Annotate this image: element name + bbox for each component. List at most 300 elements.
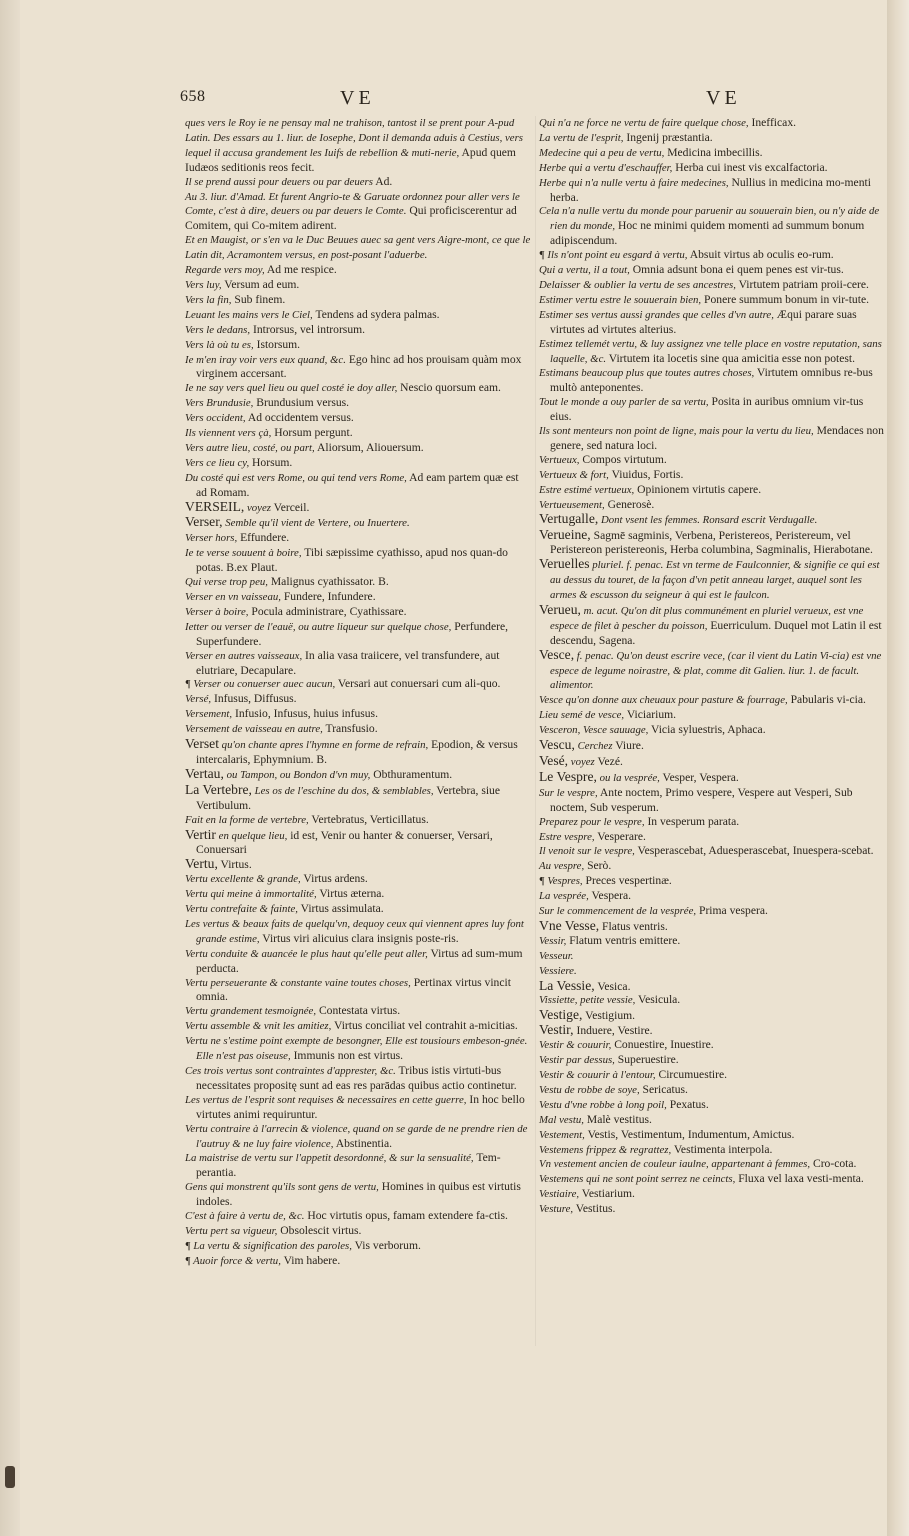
entry-french: Sur le commencement de la vesprée, bbox=[539, 905, 697, 918]
dictionary-entry bbox=[539, 904, 885, 919]
dictionary-entry bbox=[539, 1143, 885, 1158]
dictionary-entry bbox=[539, 603, 885, 648]
dictionary-entry bbox=[185, 590, 531, 605]
entry-french: ¶ Verser ou conuerser auec aucun, bbox=[185, 678, 336, 691]
entry-french: Verser en vn vaisseau, bbox=[185, 591, 281, 603]
dictionary-entry bbox=[539, 146, 885, 161]
entry-french: La vesprée, bbox=[539, 890, 589, 903]
dictionary-entry bbox=[185, 605, 531, 620]
dictionary-entry bbox=[185, 737, 531, 767]
dictionary-entry bbox=[185, 1122, 531, 1152]
entry-latin: Infusus, Diffusus. bbox=[211, 692, 297, 706]
entry-latin: Pexatus. bbox=[666, 1097, 709, 1111]
entry-latin: Malè vestitus. bbox=[583, 1112, 652, 1126]
dictionary-entry bbox=[185, 116, 531, 175]
dictionary-entry bbox=[185, 546, 531, 575]
entry-latin: Virtus conciliat vel contrahit a-micitias. bbox=[331, 1019, 518, 1033]
entry-latin: Vicia syluestris, Aphaca. bbox=[648, 723, 766, 737]
entry-french: Vestir par dessus, bbox=[539, 1054, 615, 1067]
dictionary-entry bbox=[539, 889, 885, 904]
dictionary-entry bbox=[185, 813, 531, 828]
entry-french: Lieu semé de vesce, bbox=[539, 709, 625, 722]
dictionary-entry bbox=[539, 1172, 885, 1187]
entry-french: ¶ Auoir force & vertu, bbox=[185, 1254, 281, 1267]
entry-french: ou Tampon, ou Bondon d'vn muy, bbox=[223, 768, 371, 781]
entry-french: Il venoit sur le vespre, bbox=[539, 845, 635, 858]
entry-headword: Verueine, bbox=[539, 527, 591, 543]
entry-headword: Vne Vesse, bbox=[539, 917, 600, 933]
entry-headword: Vesé, bbox=[539, 752, 569, 768]
entry-latin: Nullius in medicina mo-menti herba. bbox=[550, 175, 871, 204]
dictionary-entry bbox=[185, 381, 531, 396]
dictionary-entry bbox=[185, 353, 531, 382]
entry-latin: Versari aut conuersari cum ali-quo. bbox=[335, 677, 501, 691]
entry-latin: Absuit virtus ab oculis eo-rum. bbox=[687, 248, 834, 262]
entry-latin: Viciarium. bbox=[624, 708, 677, 722]
dictionary-entry bbox=[539, 337, 885, 367]
entry-latin: Sagmē sagminis, Verbena, Peristereos, Peristereum, vel Peristereon peristereonis, Herba columbina, Sagminalis, Hierabotane. bbox=[550, 529, 873, 557]
entry-latin: Vesicula. bbox=[635, 993, 681, 1007]
dictionary-entry bbox=[539, 830, 885, 845]
entry-french: Qui a vertu, il a tout, bbox=[539, 264, 630, 277]
dictionary-entry bbox=[539, 1023, 885, 1038]
entry-french: Vestement, bbox=[539, 1128, 585, 1141]
entry-french: Versement, bbox=[185, 708, 233, 721]
entry-french: ques vers le Roy ie ne pensay mal ne trahison, tantost il se prent pour A-pud Latin. Des essars au 1. liur. de Iosephe, Dont il demanda aduis à Cestius, vers lequel il accusa grandement les Iuifs de rebellion & muti-nerie, bbox=[185, 117, 523, 159]
entry-latin: Vestis, Vestimentum, Indumentum, Amictus. bbox=[584, 1127, 795, 1141]
dictionary-entry bbox=[185, 857, 531, 872]
dictionary-entry bbox=[539, 723, 885, 738]
dictionary-entry bbox=[539, 263, 885, 278]
entry-latin: Hoc ne minimi quidem momenti ad summum bonum adipiscendum. bbox=[550, 219, 865, 248]
dictionary-entry bbox=[185, 1151, 531, 1180]
dictionary-entry bbox=[185, 175, 531, 190]
entry-latin: Conuestire, Inuestire. bbox=[611, 1038, 714, 1052]
entry-headword: Vestige, bbox=[539, 1007, 583, 1023]
dictionary-entry bbox=[185, 707, 531, 722]
entry-french: m. acut. Qu'on dit plus communément en pluriel verueux, est vne espece de filet à pescher du poisson, bbox=[550, 604, 864, 632]
dictionary-entry bbox=[539, 131, 885, 146]
dictionary-entry bbox=[185, 1019, 531, 1034]
entry-french: Et en Maugist, or s'en va le Duc Beuues auec sa gent vers Aigre-mont, ce que le Latin dit, Acramontem versus, en post-posant l'aduerbe. bbox=[185, 234, 531, 262]
entry-french: Medecine qui a peu de vertu, bbox=[539, 146, 665, 159]
entry-french: Vers occident, bbox=[185, 412, 246, 425]
page-left-edge bbox=[0, 0, 22, 1536]
entry-french: ¶ Vespres, bbox=[539, 875, 583, 888]
entry-latin: Induere, Vestire. bbox=[573, 1024, 653, 1038]
entry-latin: Verceil. bbox=[270, 500, 310, 514]
dictionary-entry bbox=[539, 786, 885, 815]
dictionary-entry bbox=[185, 575, 531, 590]
entry-french: Estimer ses vertus aussi grandes que celles d'vn autre, bbox=[539, 308, 774, 321]
entry-headword: Veruelles bbox=[539, 556, 590, 572]
entry-latin: Tribus istis virtuti-bus necessitates propositę sunt ad eas res parādas quibus actio continetur. bbox=[196, 1064, 517, 1092]
entry-french: Vessiere. bbox=[539, 964, 577, 977]
entry-french: Ces trois vertus sont contraintes d'apprester, &c. bbox=[185, 1065, 396, 1077]
entry-latin: Serò. bbox=[584, 859, 612, 873]
entry-latin: Fluxa vel laxa vesti-menta. bbox=[735, 1172, 864, 1186]
entry-latin: Virtutem patriam proii-cere. bbox=[735, 277, 869, 291]
entry-latin: Fundere, Infundere. bbox=[280, 590, 376, 603]
dictionary-entry bbox=[539, 293, 885, 308]
entry-french: Estimez tellemét vertu, & luy assignez vne telle place en vostre reputation, sans laquelle, &c. bbox=[539, 337, 882, 365]
entry-french: La maistrise de vertu sur l'appetit desordonné, & sur la sensualité, bbox=[185, 1152, 474, 1165]
entry-french: Cela n'a nulle vertu du monde pour paruenir au souuerain bien, ou n'y aide de rien du monde, bbox=[539, 205, 880, 233]
entry-latin: Horsum. bbox=[249, 455, 293, 469]
entry-french: Il se prend aussi pour deuers ou par deuers bbox=[185, 175, 373, 188]
dictionary-entry bbox=[539, 874, 885, 889]
entry-headword: Vestir, bbox=[539, 1022, 574, 1038]
dictionary-entry bbox=[539, 557, 885, 603]
entry-french: ¶ La vertu & signification des paroles, bbox=[185, 1239, 352, 1252]
dictionary-entry bbox=[539, 176, 885, 205]
dictionary-entry bbox=[539, 1068, 885, 1083]
entry-latin: Medicina imbecillis. bbox=[664, 145, 763, 159]
entry-latin: Pabularis vi-cia. bbox=[787, 693, 866, 707]
entry-headword: Vertau, bbox=[185, 765, 224, 781]
dictionary-entry bbox=[185, 500, 531, 516]
dictionary-entry bbox=[539, 934, 885, 949]
entry-latin: Vestiarium. bbox=[579, 1187, 635, 1201]
entry-latin: Virtus viri alicuius clara insignis poste-ris. bbox=[259, 931, 459, 945]
entry-french: Estre vespre, bbox=[539, 830, 595, 843]
entry-latin: Vesica. bbox=[594, 979, 631, 993]
entry-latin: Ad me respice. bbox=[264, 263, 337, 277]
entry-french: Ils viennent vers çà, bbox=[185, 427, 272, 440]
entry-french: Les vertus & beaux faits de quelqu'vn, dequoy ceux qui viennent apres luy font grande estime, bbox=[185, 917, 524, 945]
entry-french: Qui n'a ne force ne vertu de faire quelque chose, bbox=[539, 117, 749, 129]
entry-latin: Introrsus, vel introrsum. bbox=[250, 322, 366, 336]
entry-latin: Virtutem ita locetis sine qua amicitia esse non potest. bbox=[606, 351, 856, 365]
entry-french: Ie m'en iray voir vers eux quand, &c. bbox=[185, 353, 346, 366]
dictionary-entry bbox=[185, 411, 531, 426]
entry-french: qu'on chante apres l'hymne en forme de refrain, bbox=[218, 739, 429, 752]
entry-french: Vesture, bbox=[539, 1203, 574, 1216]
entry-headword: La Vessie, bbox=[539, 977, 595, 993]
dictionary-entry bbox=[539, 528, 885, 557]
dictionary-entry bbox=[185, 917, 531, 947]
dictionary-entry bbox=[539, 278, 885, 293]
dictionary-entry bbox=[539, 1202, 885, 1217]
dictionary-entry bbox=[539, 498, 885, 513]
entry-latin: Vestimenta interpola. bbox=[671, 1142, 773, 1156]
entry-french: Au 3. liur. d'Amad. Et furent Angrio-te & Garuate ordonnez pour aller vers le Comte, c'est à dire, deuers ou par deuers le Comte. bbox=[185, 190, 520, 218]
entry-french: Vertu perseuerante & constante vaine toutes choses, bbox=[185, 976, 411, 989]
dictionary-entry bbox=[539, 815, 885, 830]
dictionary-entry bbox=[539, 949, 885, 964]
column-gutter bbox=[535, 116, 536, 1346]
entry-latin: id est, Venir ou hanter & conuerser, Versari, Conuersari bbox=[196, 828, 493, 857]
dictionary-entry bbox=[185, 887, 531, 902]
entry-french: Les vertus de l'esprit sont requises & necessaires en cette guerre, bbox=[185, 1093, 467, 1106]
entry-french: Mal vestu, bbox=[539, 1113, 584, 1126]
entry-latin: Vezé. bbox=[594, 754, 623, 768]
entry-latin: Sericatus. bbox=[639, 1082, 688, 1096]
entry-latin: Virtus ardens. bbox=[300, 872, 368, 886]
dictionary-entry bbox=[185, 293, 531, 308]
entry-french: Sur le vespre, bbox=[539, 786, 598, 799]
entry-french: Vertueux & fort, bbox=[539, 468, 609, 481]
page-right-edge bbox=[887, 0, 909, 1536]
entry-french: Vesceron, Vesce sauuage, bbox=[539, 724, 649, 737]
dictionary-entry bbox=[539, 738, 885, 754]
dictionary-entry bbox=[185, 263, 531, 278]
dictionary-entry bbox=[185, 947, 531, 976]
dictionary-entry bbox=[539, 308, 885, 337]
dictionary-entry bbox=[539, 754, 885, 770]
entry-latin: Opinionem virtutis capere. bbox=[634, 482, 762, 496]
entry-french: Qui verse trop peu, bbox=[185, 576, 268, 589]
entry-headword: Le Vespre, bbox=[539, 768, 597, 784]
dictionary-entry bbox=[539, 1038, 885, 1053]
entry-latin: Vis verborum. bbox=[351, 1238, 421, 1252]
entry-latin: In alia vasa traiicere, vel transfundere, aut elutriare, Decapulare. bbox=[196, 648, 500, 677]
entry-french: Vertu qui meine à immortalité, bbox=[185, 888, 317, 901]
entry-latin: Generosè. bbox=[604, 497, 655, 511]
entry-latin: Brundusium versus. bbox=[253, 396, 350, 410]
entry-latin: Versum ad eum. bbox=[221, 277, 300, 291]
entry-latin: Infusio, Infusus, huius infusus. bbox=[232, 707, 378, 721]
dictionary-entry bbox=[185, 515, 531, 531]
entry-french: C'est à faire à vertu de, &c. bbox=[185, 1210, 305, 1223]
entry-latin: Mendaces non genere, sed natura loci. bbox=[550, 424, 884, 452]
entry-latin: Viure. bbox=[612, 739, 644, 753]
entry-latin: Vestigium. bbox=[582, 1009, 636, 1023]
dictionary-entry bbox=[539, 1083, 885, 1098]
entry-french: Verser hors, bbox=[185, 532, 238, 545]
entry-french: Verser à boire, bbox=[185, 605, 249, 618]
entry-french: La vertu de l'esprit, bbox=[539, 131, 624, 144]
dictionary-entry bbox=[539, 1113, 885, 1128]
dictionary-entry bbox=[185, 872, 531, 887]
entry-french: Les os de l'eschine du dos, & semblables, bbox=[251, 784, 434, 797]
entry-latin: Ad occidentem versus. bbox=[245, 411, 354, 425]
entry-french: Vestu de robbe de soye, bbox=[539, 1083, 640, 1096]
entry-french: Vertueusement, bbox=[539, 498, 605, 511]
entry-french: Estimer vertu estre le souuerain bien, bbox=[539, 293, 702, 306]
entry-latin: Virtus ad sum-mum perducta. bbox=[196, 946, 523, 975]
entry-french: Verser en autres vaisseaux, bbox=[185, 649, 303, 662]
entry-french: Preparez pour le vespre, bbox=[539, 815, 645, 828]
dictionary-entry bbox=[185, 396, 531, 411]
dictionary-entry bbox=[539, 161, 885, 176]
entry-french: Ietter ou verser de l'eauë, ou autre liqueur sur quelque chose, bbox=[185, 620, 452, 633]
entry-latin: Sub finem. bbox=[231, 292, 286, 306]
entry-latin: Æqui parare suas virtutes ad virtutes alterius. bbox=[550, 307, 857, 336]
entry-french: Au vespre, bbox=[539, 860, 585, 873]
entry-latin: Virtutem omnibus re-bus multò anteponentes. bbox=[550, 366, 873, 395]
entry-french: Vers luy, bbox=[185, 278, 222, 291]
entry-french: Vesce qu'on donne aux cheuaux pour pasture & fourrage, bbox=[539, 694, 788, 707]
entry-latin: Pertinax virtus vincit omnia. bbox=[196, 975, 511, 1004]
dictionary-entry bbox=[539, 204, 885, 248]
entry-french: Vessir, bbox=[539, 934, 567, 947]
dictionary-entry bbox=[539, 395, 885, 424]
entry-headword: Verser, bbox=[185, 514, 223, 530]
entry-french: Vestir & couurir à l'entour, bbox=[539, 1069, 656, 1081]
entry-french: Tout le monde a ouy parler de sa vertu, bbox=[539, 396, 709, 409]
entry-french: Versé, bbox=[185, 693, 212, 706]
dictionary-entry bbox=[539, 993, 885, 1008]
entry-french: Vestiaire, bbox=[539, 1188, 580, 1201]
dictionary-entry bbox=[539, 116, 885, 131]
dictionary-entry bbox=[185, 1239, 531, 1254]
entry-french: Vertu grandement tesmoignée, bbox=[185, 1005, 317, 1018]
dictionary-entry bbox=[185, 677, 531, 692]
entry-latin: Flatus ventris. bbox=[599, 919, 668, 933]
dictionary-entry bbox=[185, 278, 531, 293]
entry-latin: Homines in quibus est virtutis indoles. bbox=[196, 1180, 521, 1209]
dictionary-entry bbox=[539, 844, 885, 859]
entry-french: ¶ Ils n'ont point eu esgard à vertu, bbox=[539, 249, 688, 262]
entry-french: Delaisser & oublier la vertu de ses ancestres, bbox=[539, 278, 736, 291]
entry-latin: Apud quem Iudæos seditionis reos fecit. bbox=[185, 145, 516, 174]
entry-latin: Prima vespera. bbox=[696, 904, 768, 918]
dictionary-entry bbox=[185, 338, 531, 353]
entry-latin: Abstinentia. bbox=[333, 1136, 393, 1150]
entry-french: Vers Brundusie, bbox=[185, 397, 254, 410]
entry-latin: Ad. bbox=[372, 174, 393, 188]
dictionary-entry bbox=[185, 1180, 531, 1209]
entry-french: f. penac. Qu'on deust escrire vece, (car il vient du Latin Vi-cia) est vne espece de legume noirastre, & plat, comme dit Galien. liur. 1. de facult. alimentor. bbox=[550, 649, 882, 692]
dictionary-entry bbox=[185, 441, 531, 456]
dictionary-entry bbox=[539, 468, 885, 483]
entry-headword: Vertir bbox=[185, 826, 216, 842]
dictionary-entry bbox=[539, 693, 885, 708]
entry-french: Vn vestement ancien de couleur iaulne, appartenant à femmes, bbox=[539, 1158, 811, 1171]
entry-latin: Vestitus. bbox=[573, 1202, 616, 1216]
entry-headword: Vescu, bbox=[539, 737, 575, 753]
entry-headword: Verueu, bbox=[539, 601, 581, 617]
dictionary-entry bbox=[539, 770, 885, 786]
entry-latin: Virtus assimulata. bbox=[297, 902, 384, 916]
entry-french: Herbe qui n'a nulle vertu à faire medecines, bbox=[539, 176, 729, 189]
entry-latin: Inefficax. bbox=[748, 116, 797, 129]
entry-french: Du costé qui est vers Rome, ou qui tend vers Rome, bbox=[185, 471, 407, 484]
entry-latin: Perfundere, Superfundere. bbox=[196, 619, 509, 648]
entry-french: Ils sont menteurs non point de ligne, mais pour la vertu du lieu, bbox=[539, 425, 814, 438]
entry-french: Estimans beaucoup plus que toutes autres choses, bbox=[539, 367, 755, 380]
entry-latin: Qui proficiscerentur ad Comitem, qui Co-mitem adirent. bbox=[185, 204, 517, 233]
dictionary-entry bbox=[185, 190, 531, 234]
dictionary-entry bbox=[185, 1034, 531, 1064]
dictionary-entry bbox=[185, 1254, 531, 1269]
right-column bbox=[539, 116, 885, 1217]
dictionary-entry bbox=[185, 1064, 531, 1093]
entry-french: Vertu ne s'estime point exempte de besongner, Elle est tousiours embeson-gnée. Elle n'est pas oiseuse, bbox=[185, 1035, 528, 1063]
entry-french: Leuant les mains vers le Ciel, bbox=[185, 308, 313, 321]
entry-latin: Viuidus, Fortis. bbox=[608, 467, 684, 481]
dictionary-entry bbox=[185, 1224, 531, 1239]
entry-french: ou la vesprée, bbox=[596, 771, 660, 784]
entry-latin: Superuestire. bbox=[614, 1053, 679, 1067]
entry-french: Vertu contrefaite & fainte, bbox=[185, 903, 298, 916]
entry-french: voyez bbox=[568, 755, 595, 768]
dictionary-entry bbox=[539, 1128, 885, 1143]
dictionary-entry bbox=[185, 976, 531, 1005]
entry-french: Estre estimé vertueux, bbox=[539, 483, 635, 496]
dictionary-entry bbox=[185, 649, 531, 678]
dictionary-entry bbox=[185, 783, 531, 813]
dictionary-entry bbox=[539, 1157, 885, 1172]
entry-french: Vestemens qui ne sont point serrez ne ceincts, bbox=[539, 1173, 736, 1186]
entry-french: pluriel. f. penac. Est vn terme de Faulconnier, & signifie ce qui est au dessus du touret, de la façon d'vn petit anneau larget, auquel sont les armes & escusson du seigneur à qui est le faulcon. bbox=[550, 559, 880, 601]
dictionary-entry bbox=[185, 426, 531, 441]
dictionary-entry bbox=[539, 453, 885, 468]
dictionary-entry bbox=[185, 308, 531, 323]
dictionary-entry bbox=[185, 767, 531, 783]
entry-latin: Compos virtutum. bbox=[579, 452, 667, 466]
dictionary-entry bbox=[539, 859, 885, 874]
entry-latin: Cro-cota. bbox=[810, 1157, 857, 1171]
entry-latin: Flatum ventris emittere. bbox=[566, 933, 681, 947]
entry-french: Regarde vers moy, bbox=[185, 264, 265, 277]
entry-latin: Circumuestire. bbox=[655, 1068, 728, 1081]
entry-french: Vissiette, petite vessie, bbox=[539, 994, 636, 1007]
entry-headword: VERSEIL, bbox=[185, 498, 245, 514]
entry-latin: Malignus cyathissator. B. bbox=[267, 575, 389, 589]
entry-french: Ie te verse souuent à boire, bbox=[185, 547, 302, 560]
entry-latin: Contestata virtus. bbox=[316, 1004, 401, 1018]
entry-latin: Aliorsum, Aliouersum. bbox=[314, 440, 424, 454]
dictionary-entry bbox=[539, 979, 885, 994]
entry-french: Vestir & couurir, bbox=[539, 1039, 612, 1052]
entry-latin: Vim habere. bbox=[280, 1253, 341, 1267]
entry-latin: Obthuramentum. bbox=[370, 767, 453, 781]
entry-headword: Verset bbox=[185, 736, 219, 752]
dictionary-entry bbox=[185, 828, 531, 858]
entry-latin: Vertebratus, Verticillatus. bbox=[308, 812, 429, 826]
entry-french: Vers la fin, bbox=[185, 293, 232, 306]
entry-french: Vers ce lieu cy, bbox=[185, 456, 250, 469]
dictionary-entry bbox=[539, 964, 885, 979]
entry-latin: Istorsum. bbox=[253, 337, 301, 351]
entry-latin: Ego hinc ad hos prouisam quàm mox virginem accersant. bbox=[196, 352, 522, 381]
dictionary-entry bbox=[185, 620, 531, 649]
entry-french: Vertu assemble & vnit les amitiez, bbox=[185, 1020, 332, 1033]
running-head-left: VE bbox=[340, 87, 375, 109]
dictionary-entry bbox=[185, 456, 531, 471]
entry-latin: Nescio quorsum eam. bbox=[397, 381, 501, 395]
entry-latin: Posita in auribus omnium vir-tus eius. bbox=[550, 395, 864, 424]
dictionary-entry bbox=[185, 1209, 531, 1224]
entry-french: Gens qui monstrent qu'ils sont gens de vertu, bbox=[185, 1181, 379, 1194]
dictionary-entry bbox=[539, 512, 885, 528]
entry-french: Herbe qui a vertu d'eschauffer, bbox=[539, 161, 673, 174]
entry-french: Vestu d'vne robbe à long poil, bbox=[539, 1098, 667, 1111]
entry-french: Vertu excellente & grande, bbox=[185, 873, 301, 886]
entry-latin: In vesperum parata. bbox=[644, 814, 740, 828]
entry-latin: Epodion, & versus intercalaris, Ephymnium. B. bbox=[196, 738, 518, 766]
dictionary-entry bbox=[185, 233, 531, 263]
entry-latin: Ponere summum bonum in vir-tute. bbox=[701, 292, 869, 306]
dictionary-entry bbox=[185, 722, 531, 737]
dictionary-entry bbox=[539, 1008, 885, 1023]
page-number: 658 bbox=[180, 88, 206, 105]
page-header bbox=[180, 88, 880, 118]
entry-latin: Immunis non est virtus. bbox=[290, 1049, 404, 1063]
dictionary-entry bbox=[185, 531, 531, 546]
entry-french: Vers le dedans, bbox=[185, 323, 251, 336]
entry-latin: Preces vespertinæ. bbox=[582, 874, 672, 888]
running-head-right: VE bbox=[706, 87, 741, 109]
entry-french: voyez bbox=[244, 501, 271, 514]
entry-latin: Tem-perantia. bbox=[196, 1151, 501, 1180]
entry-french: Ie ne say vers quel lieu ou quel costé ie doy aller, bbox=[185, 382, 398, 395]
entry-french: Vertu conduite & auancée le plus haut qu'elle peut aller, bbox=[185, 947, 428, 960]
entry-french: Semble qu'il vient de Vertere, ou Inuertere. bbox=[222, 517, 410, 530]
entry-french: Vers là où tu es, bbox=[185, 338, 254, 351]
